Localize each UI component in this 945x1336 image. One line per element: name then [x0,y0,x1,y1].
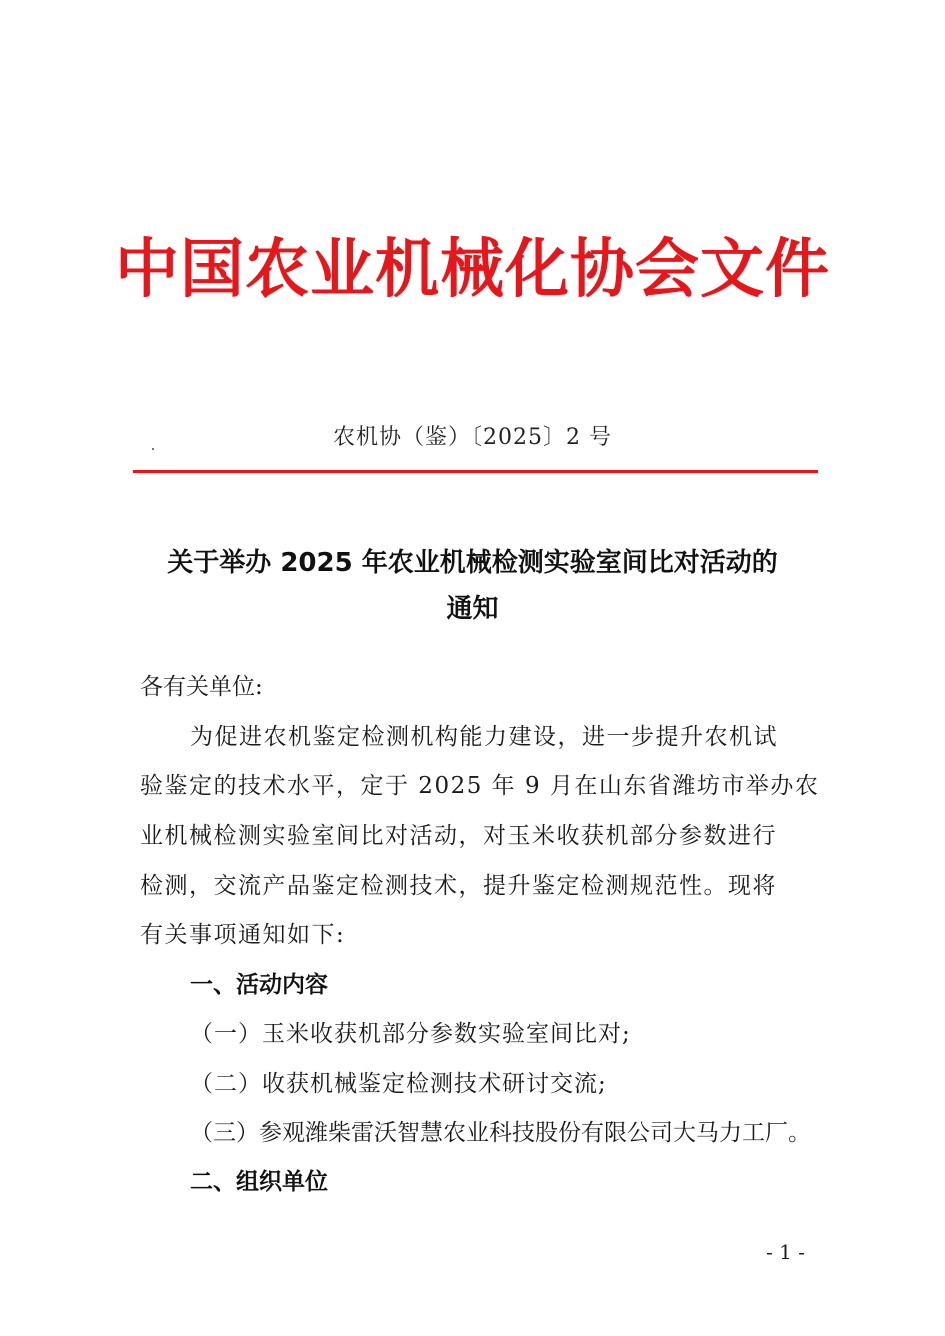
paragraph-line: 检测，交流产品鉴定检测技术，提升鉴定检测规范性。现将 [140,873,777,899]
page-number: - 1 - [766,1240,805,1264]
list-item: （一）玉米收获机部分参数实验室间比对; [190,1021,631,1047]
section-heading-organizers: 二、组织单位 [190,1169,328,1195]
list-item: （二）收获机械鉴定检测技术研讨交流; [190,1071,607,1097]
paragraph-line: 为促进农机鉴定检测机构能力建设，进一步提升农机试 [190,724,778,750]
paragraph-line: 有关事项通知如下: [140,922,346,948]
notice-title-line-1: 关于举办 2025 年农业机械检测实验室间比对活动的 [167,548,778,578]
salutation: 各有关单位: [140,674,263,700]
document-header-title: 中国农业机械化协会文件 [115,233,830,307]
paragraph-line: 验鉴定的技术水平，定于 2025 年 9 月在山东省潍坊市举办农 [140,773,820,799]
header-red-rule [133,470,818,473]
notice-title [120,540,825,632]
section-heading-activity-content: 一、活动内容 [190,972,328,998]
paragraph-line: 业机械检测实验室间比对活动，对玉米收获机部分参数进行 [140,823,777,849]
document-number: 农机协（鉴）〔2025〕2 号 [333,425,612,450]
notice-title-line-2: 通知 [446,594,499,624]
list-item: （三）参观潍柴雷沃智慧农业科技股份有限公司大马力工厂。 [190,1120,811,1146]
